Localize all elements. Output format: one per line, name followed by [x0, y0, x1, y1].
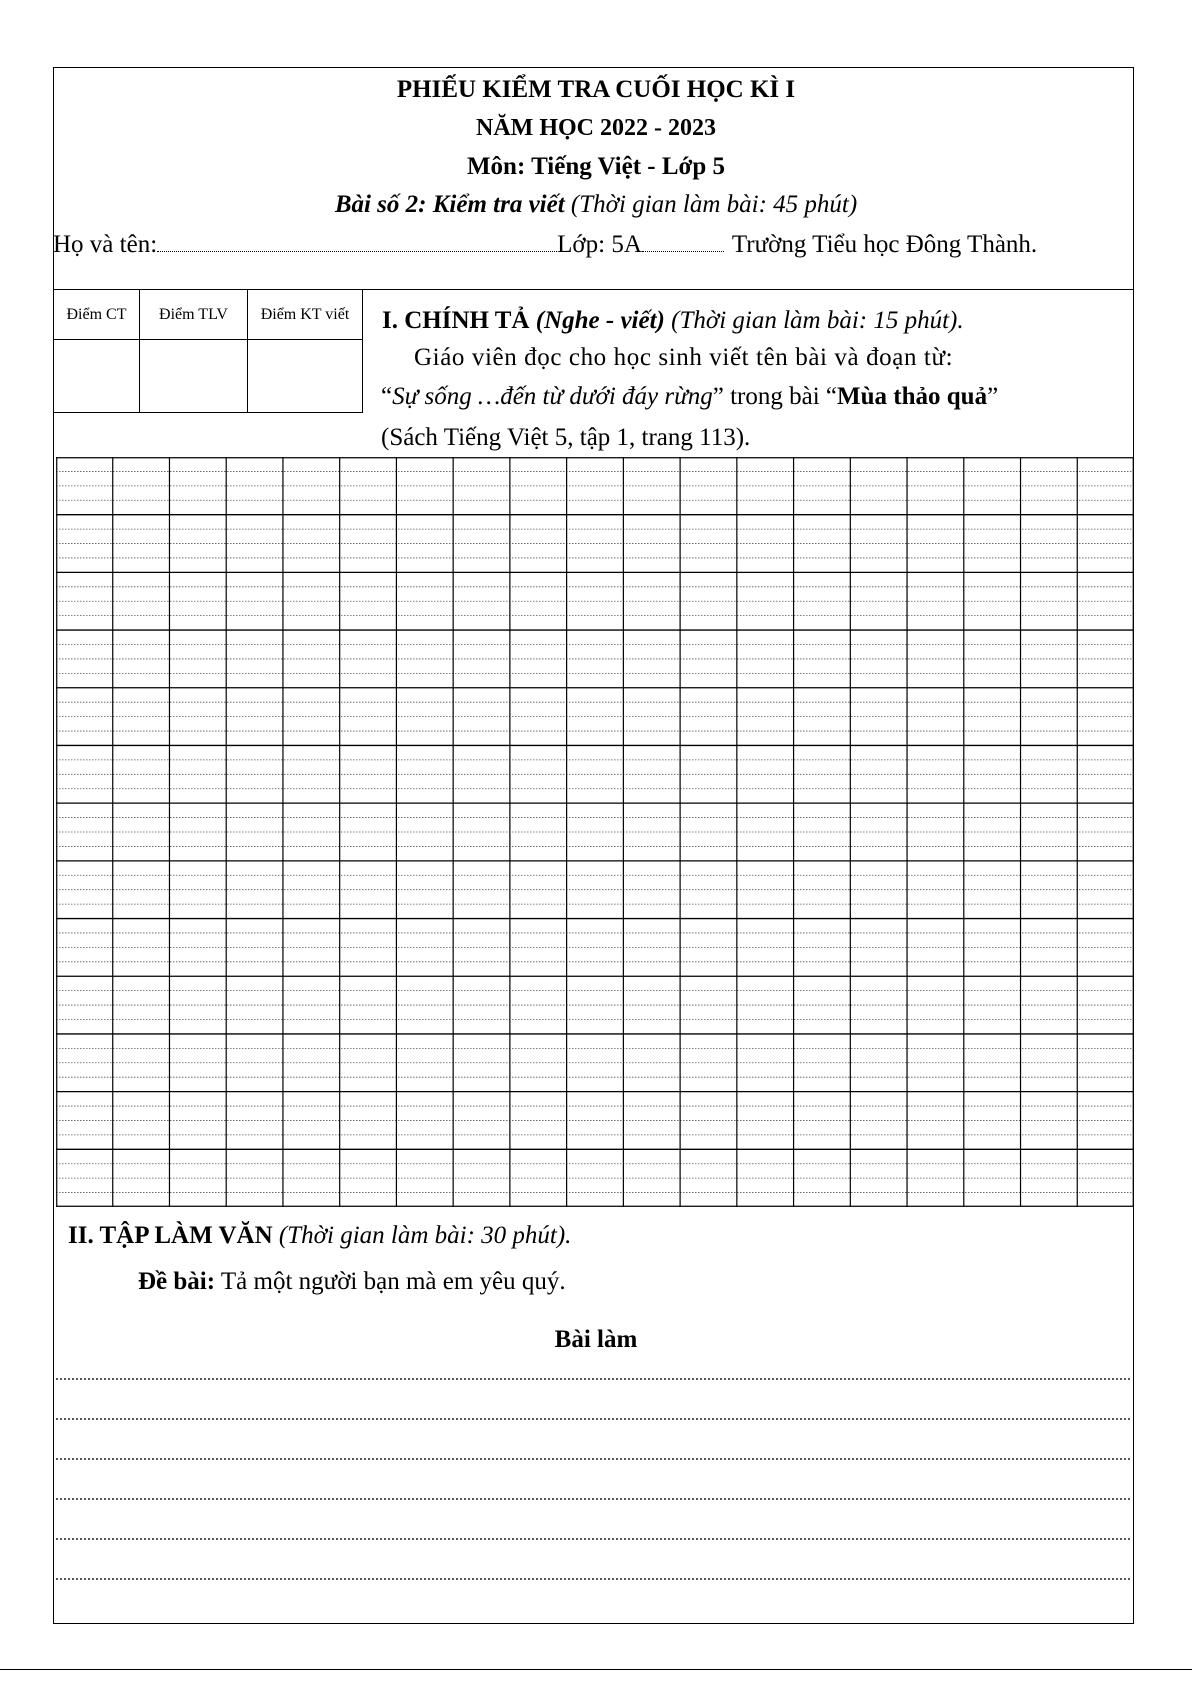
score-table — [53, 289, 363, 413]
writing-line[interactable] — [56, 1378, 1130, 1380]
section2-heading — [68, 1222, 571, 1250]
quote-open: “ — [381, 383, 393, 410]
prompt-text: Tả một người bạn mà em yêu quý. — [220, 1268, 566, 1295]
score-cell-kt[interactable] — [248, 340, 363, 413]
score-cell-tlv[interactable] — [140, 340, 248, 413]
page-bottom-rule — [0, 1669, 1192, 1670]
excerpt-range: Sự sống …đến từ dưới đáy rừng — [392, 383, 713, 410]
section1-mode: (Nghe - viết) — [535, 307, 665, 334]
writing-line[interactable] — [56, 1458, 1130, 1460]
essay-prompt — [138, 1268, 566, 1296]
score-header-kt: Điểm KT viết — [248, 290, 363, 340]
section2-time: (Thời gian làm bài: 30 phút). — [278, 1222, 572, 1249]
section1-title: I. CHÍNH TẢ — [382, 307, 530, 334]
test-time: (Thời gian làm bài: 45 phút) — [570, 191, 858, 218]
name-field[interactable] — [157, 251, 557, 252]
school-year: NĂM HỌC 2022 - 2023 — [476, 115, 716, 141]
section2-title: II. TẬP LÀM VĂN — [68, 1222, 273, 1249]
handwriting-grid[interactable] — [56, 457, 1134, 1207]
excerpt-mid: ” trong bài “ — [712, 383, 838, 410]
work-title: Bài làm — [554, 1326, 638, 1353]
lesson-title: Mùa thảo quả — [837, 383, 988, 410]
name-label: Họ và tên: — [53, 231, 158, 258]
score-header-tlv: Điểm TLV — [140, 290, 248, 340]
class-field[interactable] — [642, 251, 724, 252]
section1-heading — [382, 307, 964, 335]
prompt-label: Đề bài: — [138, 1268, 216, 1295]
writing-line[interactable] — [56, 1578, 1130, 1580]
section1-excerpt-line — [381, 383, 998, 411]
student-info-line — [53, 231, 1134, 259]
writing-line[interactable] — [56, 1538, 1130, 1540]
section1-time: (Thời gian làm bài: 15 phút). — [671, 307, 964, 334]
class-label: Lớp: 5A — [557, 231, 642, 258]
test-name: Bài số 2: Kiểm tra viết — [334, 191, 565, 218]
writing-line[interactable] — [56, 1498, 1130, 1500]
section1-source: (Sách Tiếng Việt 5, tập 1, trang 113). — [381, 424, 751, 451]
quote-close: ” — [987, 383, 999, 410]
test-line — [0, 191, 1192, 219]
score-cell-ct[interactable] — [54, 340, 140, 413]
writing-line[interactable] — [56, 1418, 1130, 1420]
school-name: Trường Tiểu học Đông Thành. — [731, 231, 1038, 258]
section1-instruction: Giáo viên đọc cho học sinh viết tên bài và đoạn từ: — [414, 344, 954, 371]
score-header-ct: Điểm CT — [54, 290, 140, 340]
subject-line: Môn: Tiếng Việt - Lớp 5 — [466, 153, 726, 180]
worksheet-title: PHIẾU KIỂM TRA CUỐI HỌC KÌ I — [396, 76, 796, 103]
